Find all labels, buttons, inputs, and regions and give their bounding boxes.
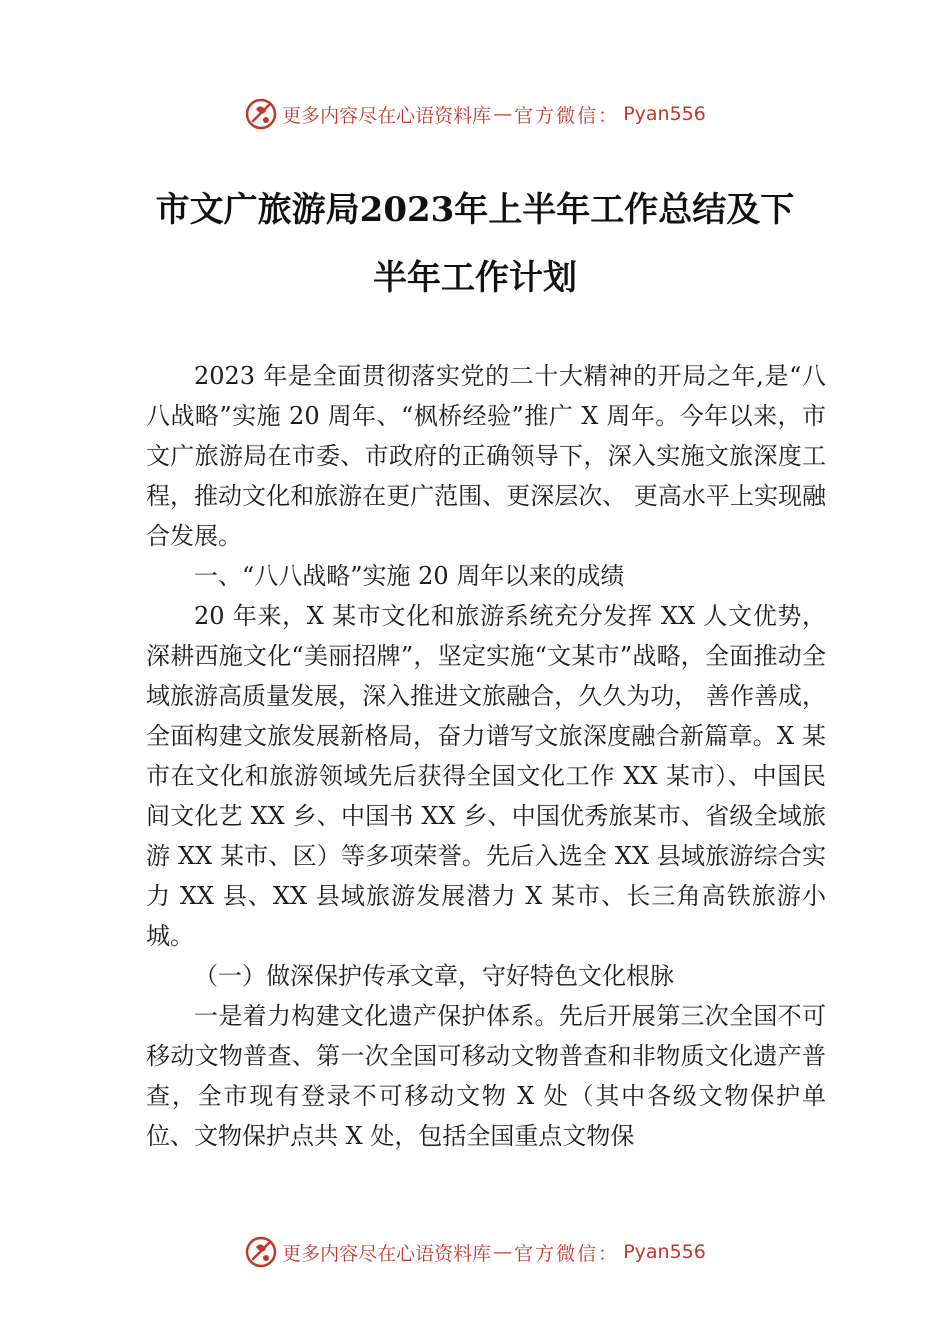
seal-logo-icon <box>244 1235 278 1269</box>
watermark-label: 官方微信： <box>514 104 620 127</box>
watermark-label: 官方微信： <box>514 1242 620 1265</box>
seal-logo-icon <box>244 97 278 131</box>
watermark-banner-bottom <box>0 1232 950 1272</box>
watermark-text: 更多内容尽在心语资料库 <box>282 104 492 127</box>
document-title-line-1: 市文广旅游局2023年上半年工作总结及下 <box>155 190 795 230</box>
document-title-line-2: 半年工作计划 <box>373 258 577 298</box>
paragraph-intro: 2023 年是全面贯彻落实党的二十大精神的开局之年,是“八八战略”实施 20 周年、“枫桥经验”推广 X 周年。今年以来，市文广旅游局在市委、市政府的正确领导下，深入实施文旅深度工程，推动文化和旅游在更广范围、更深层次、 更高水平上实现融合发展。 <box>146 362 826 550</box>
paragraph-achievements: 20 年来，X 某市文化和旅游系统充分发挥 XX 人文优势，深耕西施文化“美丽招牌”，坚定实施“文某市”战略，全面推动全域旅游高质量发展，深入推进文旅融合，久久为功， 善作善成，全面构建文旅发展新格局，奋力谱写文旅深度融合新篇章。X 某市在文化和旅游领域先后获得全国文化工作 XX 某市）、中国民间文化艺 XX 乡、中国书 XX 乡、中国优秀旅某市、省级全域旅游 XX 某市、区）等多项荣誉。先后入选全 XX 县域旅游综合实力 XX 县、XX 县域旅游发展潜力 X 某市、长三角高铁旅游小城。 <box>146 602 826 950</box>
watermark-banner-top <box>0 94 950 134</box>
watermark-text: 更多内容尽在心语资料库 <box>282 1242 492 1265</box>
subsection-heading-1: （一）做深保护传承文章，守好特色文化根脉 <box>194 962 674 990</box>
section-heading-1: 一、“八八战略”实施 20 周年以来的成绩 <box>194 562 625 590</box>
watermark-id: Pyan556 <box>623 103 706 125</box>
watermark-id: Pyan556 <box>623 1241 706 1263</box>
watermark-separator: — <box>493 103 513 125</box>
paragraph-heritage: 一是着力构建文化遗产保护体系。先后开展第三次全国不可移动文物普查、第一次全国可移动文物普查和非物质文化遗产普查，全市现有登录不可移动文物 X 处（其中各级文物保护单位、文物保护点共 X 处，包括全国重点文物保 <box>146 1002 826 1150</box>
watermark-separator: — <box>493 1241 513 1263</box>
document-body <box>146 356 826 1156</box>
